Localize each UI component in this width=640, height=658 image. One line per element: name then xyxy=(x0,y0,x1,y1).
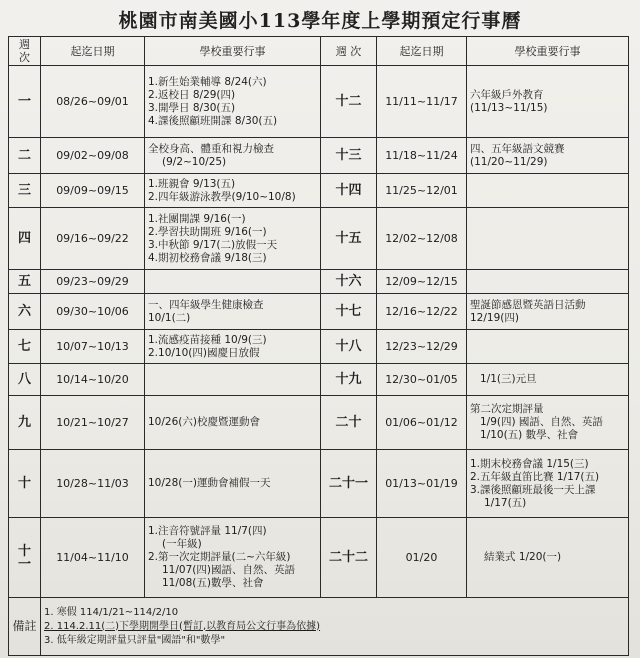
week-cell: 六 xyxy=(9,294,41,330)
event-line: 3.開學日 8/30(五) xyxy=(148,101,236,114)
events-header-right: 學校重要行事 xyxy=(467,37,629,66)
event-line: 1.流感疫苗接種 10/9(三) xyxy=(148,333,267,346)
events-cell xyxy=(467,270,629,294)
week-cell: 二十 xyxy=(321,396,377,450)
events-cell xyxy=(467,138,629,174)
event-line: 1.新生始業輔導 8/24(六) xyxy=(148,75,267,88)
events-cell xyxy=(467,174,629,208)
week-cell: 二十二 xyxy=(321,518,377,598)
event-line: (9/2~10/25) xyxy=(162,155,227,168)
dates-cell: 11/25~12/01 xyxy=(377,174,467,208)
table-row xyxy=(9,270,629,294)
events-cell xyxy=(467,330,629,364)
events-cell xyxy=(145,138,321,174)
notes-row xyxy=(9,598,629,656)
event-line: 10/1(二) xyxy=(148,311,191,324)
event-line: 1/17(五) xyxy=(484,496,527,509)
table-row xyxy=(9,294,629,330)
event-line: (11/20~11/29) xyxy=(470,155,548,168)
events-cell xyxy=(467,294,629,330)
events-cell xyxy=(145,208,321,270)
event-line: 2.第一次定期評量(二~六年級) xyxy=(148,551,291,563)
event-line: 1/9(四) 國語、自然、英語 xyxy=(480,416,603,428)
events-cell xyxy=(145,330,321,364)
events-cell xyxy=(145,66,321,138)
table-row xyxy=(9,138,629,174)
event-line: 1/1(三)元旦 xyxy=(480,373,537,385)
events-cell xyxy=(467,208,629,270)
dates-cell: 10/21~10/27 xyxy=(41,396,145,450)
event-line: 10/28(一)運動會補假一天 xyxy=(148,477,271,489)
event-line: 2.學習扶助開班 9/16(一) xyxy=(148,225,267,238)
week-cell: 五 xyxy=(9,270,41,294)
dates-cell: 01/06~01/12 xyxy=(377,396,467,450)
event-line: 4.課後照顧班開課 8/30(五) xyxy=(148,114,278,127)
header-row xyxy=(9,37,629,66)
dates-cell: 11/11~11/17 xyxy=(377,66,467,138)
events-cell xyxy=(145,450,321,518)
event-line: 六年級戶外教育 xyxy=(470,88,544,101)
events-cell xyxy=(145,174,321,208)
events-cell xyxy=(467,450,629,518)
table-row xyxy=(9,518,629,598)
events-cell xyxy=(145,270,321,294)
events-cell xyxy=(467,364,629,396)
dates-cell: 12/30~01/05 xyxy=(377,364,467,396)
week-cell: 四 xyxy=(9,208,41,270)
event-line: 1.社團開課 9/16(一) xyxy=(148,212,246,225)
table-row xyxy=(9,364,629,396)
events-cell xyxy=(467,396,629,450)
event-line: 2.返校日 8/29(四) xyxy=(148,88,236,101)
table-row xyxy=(9,396,629,450)
event-line: 10/26(六)校慶暨運動會 xyxy=(148,416,260,428)
week-cell: 二 xyxy=(9,138,41,174)
event-line: 四、五年級語文競賽 xyxy=(470,142,565,155)
event-line: 全校身高、體重和視力檢查 xyxy=(148,142,274,155)
events-cell xyxy=(145,364,321,396)
event-line: 3.中秋節 9/17(二)放假一天 xyxy=(148,238,278,251)
dates-cell: 12/23~12/29 xyxy=(377,330,467,364)
week-cell: 三 xyxy=(9,174,41,208)
event-line: 2.五年級直笛比賽 1/17(五) xyxy=(470,470,600,483)
table-row xyxy=(9,208,629,270)
week-cell: 十四 xyxy=(321,174,377,208)
events-cell xyxy=(145,294,321,330)
event-line: 聖誕節感恩暨英語日活動 xyxy=(470,298,586,311)
table-row xyxy=(9,450,629,518)
table-row xyxy=(9,66,629,138)
event-line: 第二次定期評量 xyxy=(470,403,544,415)
event-line: (11/13~11/15) xyxy=(470,101,548,114)
event-line: (一年級) xyxy=(162,538,202,550)
dates-cell: 12/16~12/22 xyxy=(377,294,467,330)
table-row xyxy=(9,174,629,208)
notes-label: 備註 xyxy=(9,598,41,656)
week-cell: 十一 xyxy=(9,518,41,598)
dates-cell: 11/04~11/10 xyxy=(41,518,145,598)
dates-cell: 09/02~09/08 xyxy=(41,138,145,174)
dates-cell: 12/09~12/15 xyxy=(377,270,467,294)
dates-cell: 10/14~10/20 xyxy=(41,364,145,396)
event-line: 11/08(五)數學、社會 xyxy=(162,577,264,589)
event-line: 2.四年級游泳教學(9/10~10/8) xyxy=(148,190,296,203)
event-line: 2.10/10(四)國慶日放假 xyxy=(148,346,260,359)
week-cell: 十 xyxy=(9,450,41,518)
dates-header-left: 起迄日期 xyxy=(41,37,145,66)
week-cell: 十二 xyxy=(321,66,377,138)
dates-header-right: 起迄日期 xyxy=(377,37,467,66)
dates-cell: 01/20 xyxy=(377,518,467,598)
events-cell xyxy=(467,66,629,138)
week-cell: 一 xyxy=(9,66,41,138)
events-cell xyxy=(145,396,321,450)
events-header-left: 學校重要行事 xyxy=(145,37,321,66)
event-line: 1.期末校務會議 1/15(三) xyxy=(470,457,589,470)
dates-cell: 09/09~09/15 xyxy=(41,174,145,208)
notes-cell xyxy=(41,598,629,656)
week-header-right: 週 次 xyxy=(321,37,377,66)
dates-cell: 08/26~09/01 xyxy=(41,66,145,138)
event-line: 11/07(四)國語、自然、英語 xyxy=(162,564,295,576)
dates-cell: 10/07~10/13 xyxy=(41,330,145,364)
week-cell: 十五 xyxy=(321,208,377,270)
event-line: 一、四年級學生健康檢查 xyxy=(148,298,264,311)
event-line: 結業式 1/20(一) xyxy=(484,551,562,563)
table-row xyxy=(9,330,629,364)
event-line: 12/19(四) xyxy=(470,311,519,324)
week-cell: 十八 xyxy=(321,330,377,364)
events-cell xyxy=(467,518,629,598)
week-cell: 九 xyxy=(9,396,41,450)
week-header-left: 週 次 xyxy=(9,37,41,66)
events-cell xyxy=(145,518,321,598)
event-line: 4.期初校務會議 9/18(三) xyxy=(148,251,267,264)
week-cell: 十三 xyxy=(321,138,377,174)
week-cell: 二十一 xyxy=(321,450,377,518)
dates-cell: 09/30~10/06 xyxy=(41,294,145,330)
week-cell: 七 xyxy=(9,330,41,364)
dates-cell: 10/28~11/03 xyxy=(41,450,145,518)
dates-cell: 12/02~12/08 xyxy=(377,208,467,270)
week-cell: 八 xyxy=(9,364,41,396)
dates-cell: 11/18~11/24 xyxy=(377,138,467,174)
week-cell: 十七 xyxy=(321,294,377,330)
calendar-table xyxy=(8,36,629,656)
page-title: 桃園市南美國小113學年度上學期預定行事曆 xyxy=(118,10,522,32)
note-item: 1. 寒假 114/1/21~114/2/10 xyxy=(44,606,179,618)
week-cell: 十九 xyxy=(321,364,377,396)
dates-cell: 09/23~09/29 xyxy=(41,270,145,294)
dates-cell: 01/13~01/19 xyxy=(377,450,467,518)
week-cell: 十六 xyxy=(321,270,377,294)
event-line: 1.注音符號評量 11/7(四) xyxy=(148,525,267,537)
note-item: 3. 低年級定期評量只評量"國語"和"數學" xyxy=(44,634,226,646)
event-line: 1.班親會 9/13(五) xyxy=(148,177,236,190)
note-item: 2. 114.2.11(二)下學期開學日(暫訂,以教育局公文行事為依據) xyxy=(44,620,321,632)
dates-cell: 09/16~09/22 xyxy=(41,208,145,270)
event-line: 3.課後照顧班最後一天上課 xyxy=(470,483,596,496)
event-line: 1/10(五) 數學、社會 xyxy=(480,429,579,441)
